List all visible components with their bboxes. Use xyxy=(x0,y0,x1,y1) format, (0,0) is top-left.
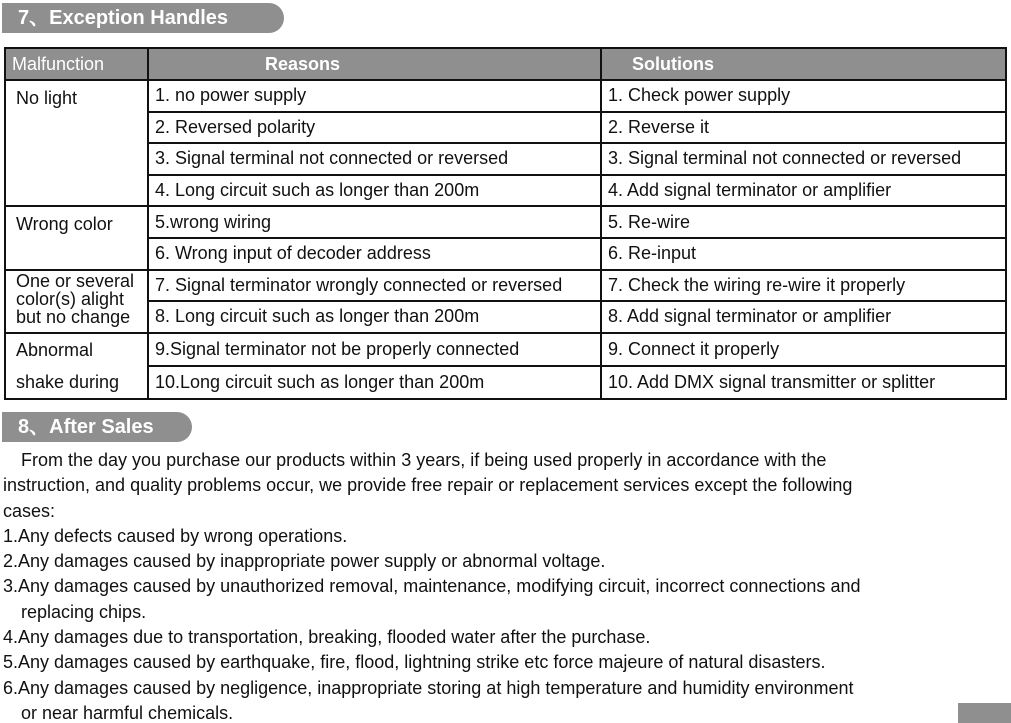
intro-line: cases: xyxy=(3,500,56,521)
malfunction-no-light: No light xyxy=(5,80,148,206)
case-item: 4.Any damages due to transportation, breaking, flooded water after the purchase. xyxy=(3,627,651,648)
intro-line: From the day you purchase our products within 3 years, if being used properly in accordance with the xyxy=(21,450,827,470)
malfunction-line: but no change xyxy=(16,306,131,327)
table-row xyxy=(5,112,1006,144)
table-row xyxy=(5,238,1006,270)
case-item: 3.Any damages caused by unauthorized removal, maintenance, modifying circuit, incorrect connections and xyxy=(3,576,861,597)
reason-cell: 10.Long circuit such as longer than 200m xyxy=(148,366,601,399)
intro-line: instruction, and quality problems occur, we provide free repair or replacement services except the following xyxy=(3,475,853,496)
case-item: 2.Any damages caused by inappropriate power supply or abnormal voltage. xyxy=(3,551,606,572)
solution-cell: 7. Check the wiring re-wire it properly xyxy=(601,270,1006,302)
case-item: 5.Any damages caused by earthquake, fire, flood, lightning strike etc force majeure of natural disasters. xyxy=(3,652,826,673)
solution-cell: 6. Re-input xyxy=(601,238,1006,270)
reason-cell: 3. Signal terminal not connected or reversed xyxy=(148,143,601,175)
case-item-continuation: or near harmful chemicals. xyxy=(21,702,234,723)
malfunction-no-change xyxy=(5,270,148,333)
header-malfunction: Malfunction xyxy=(5,48,148,80)
case-item: 1.Any defects caused by wrong operations. xyxy=(3,525,348,546)
solution-cell: 9. Connect it properly xyxy=(601,333,1006,366)
table-row xyxy=(5,80,1006,112)
solution-cell: 1. Check power supply xyxy=(601,80,1006,112)
page-number-tab xyxy=(958,703,1011,723)
solution-cell: 4. Add signal terminator or amplifier xyxy=(601,175,1006,207)
solution-cell: 8. Add signal terminator or amplifier xyxy=(601,301,1006,333)
table-row xyxy=(5,270,1006,302)
section-8-heading: 8、After Sales xyxy=(2,412,192,442)
table-row xyxy=(5,143,1006,175)
table-row xyxy=(5,175,1006,207)
reason-cell: 5.wrong wiring xyxy=(148,206,601,238)
malfunction-line: Abnormal xyxy=(16,339,94,360)
table-row xyxy=(5,366,1006,399)
reason-cell: 8. Long circuit such as longer than 200m xyxy=(148,301,601,333)
solution-cell: 3. Signal terminal not connected or reversed xyxy=(601,143,1006,175)
section-7-heading: 7、Exception Handles xyxy=(2,3,284,33)
case-item-continuation: replacing chips. xyxy=(21,601,147,622)
case-item: 6.Any damages caused by negligence, inappropriate storing at high temperature and humidity environment xyxy=(3,677,854,698)
reason-cell: 9.Signal terminator not be properly connected xyxy=(148,333,601,366)
reason-cell: 7. Signal terminator wrongly connected or reversed xyxy=(148,270,601,302)
malfunction-line: color(s) alight xyxy=(16,288,125,309)
malfunction-wrong-color: Wrong color xyxy=(5,206,148,269)
solution-cell: 2. Reverse it xyxy=(601,112,1006,144)
reason-cell: 6. Wrong input of decoder address xyxy=(148,238,601,270)
reason-cell: 2. Reversed polarity xyxy=(148,112,601,144)
table-header-row xyxy=(5,48,1006,80)
malfunction-line: One or several xyxy=(16,270,135,291)
exception-table xyxy=(4,47,1007,400)
header-solutions: Solutions xyxy=(601,48,1006,80)
table-row xyxy=(5,301,1006,333)
table-row xyxy=(5,206,1006,238)
after-sales-text xyxy=(3,448,1003,723)
header-reasons: Reasons xyxy=(148,48,601,80)
reason-cell: 1. no power supply xyxy=(148,80,601,112)
malfunction-abnormal-shake xyxy=(5,333,148,399)
malfunction-line: shake during xyxy=(16,371,120,392)
solution-cell: 5. Re-wire xyxy=(601,206,1006,238)
solution-cell: 10. Add DMX signal transmitter or splitter xyxy=(601,366,1006,399)
reason-cell: 4. Long circuit such as longer than 200m xyxy=(148,175,601,207)
table-row xyxy=(5,333,1006,366)
